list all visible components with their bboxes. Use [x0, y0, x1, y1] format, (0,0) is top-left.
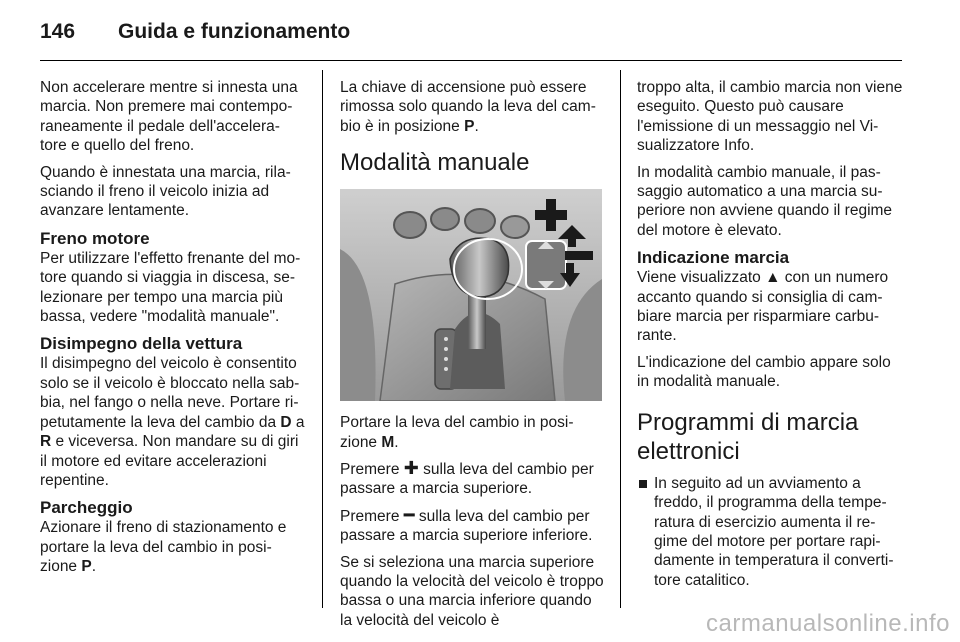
list-item: In seguito ad un avviamento a freddo, il programma della tempe-ratura di esercizio aumenta il re-gime del motore per portare rapi-damente in temperatura il converti-tore catalitico.	[637, 474, 903, 590]
column-2	[340, 78, 604, 637]
section-heading-freno-motore: Freno motore	[40, 228, 150, 248]
plus-icon: ✚	[403, 458, 419, 479]
paragraph: In modalità cambio manuale, il pas-saggio automatico a una marcia su-periore non avviene quando il regime del motore è elevato.	[637, 163, 893, 239]
minus-icon: ━	[403, 504, 415, 525]
watermark: carmanualsonline.info	[706, 610, 950, 637]
paragraph: L'indicazione del cambio appare solo in modalità manuale.	[637, 353, 891, 391]
paragraph: troppo alta, il cambio marcia non viene eseguito. Questo può causare l'emissione di un messaggio nel Vi-sualizzatore Info.	[637, 79, 903, 155]
section-heading-parcheggio: Parcheggio	[40, 498, 133, 518]
column-divider-1	[322, 70, 323, 608]
paragraph: Per utilizzare l'effetto frenante del mo-tore quando si viaggia in discesa, se-lezionare per tempo una marcia più bassa, vedere "modalità manuale".	[40, 249, 301, 326]
section-heading-programmi: Programmi di marcia elettronici	[637, 408, 859, 465]
paragraph: Premere ━ sulla leva del cambio per passare a marcia superiore inferiore.	[340, 504, 593, 545]
paragraph: Non accelerare mentre si innesta una marcia. Non premere mai contempo-raneamente il pedale dell'accelera-tore e quello del freno.	[40, 79, 298, 155]
column-divider-2	[620, 70, 621, 608]
page-number: 146	[40, 20, 76, 43]
paragraph: Azionare il freno di stazionamento e portare la leva del cambio in posi-zione P.	[40, 519, 287, 576]
gear-lever-illustration	[340, 189, 602, 401]
section-heading-disimpegno: Disimpegno della vettura	[40, 334, 243, 354]
paragraph: Se si seleziona una marcia superiore quando la velocità del veicolo è troppo bassa o una marcia inferiore quando la velocità del veicolo è	[340, 553, 604, 629]
paragraph: Quando è innestata una marcia, rila-sciando il freno il veicolo inizia ad avanzare lentamente.	[40, 163, 291, 220]
page-header	[40, 14, 902, 54]
section-heading-modalita-manuale: Modalità manuale	[340, 149, 530, 177]
paragraph: Il disimpegno del veicolo è consentito solo se il veicolo è bloccato nella sab-bia, nel fango o nella neve. Portare ri-petutamente la leva del cambio da D a R e viceversa. Non mandare su di giri il motore ed evitare accelerazioni repentine.	[40, 355, 305, 489]
paragraph: Viene visualizzato ▲ con un numero accanto quando si consiglia di cam-biare marcia per risparmiare carbu-rante.	[637, 269, 889, 345]
column-1	[40, 78, 306, 584]
header-rule	[40, 60, 902, 61]
paragraph: Portare la leva del cambio in posi-zione M.	[340, 414, 574, 451]
column-3	[637, 78, 903, 590]
section-heading-indicazione-marcia: Indicazione marcia	[637, 248, 790, 268]
bullet-square-icon	[639, 480, 647, 488]
paragraph: Premere ✚ sulla leva del cambio per passare a marcia superiore.	[340, 458, 594, 498]
page-title: Guida e funzionamento	[118, 20, 351, 43]
paragraph: La chiave di accensione può essere rimossa solo quando la leva del cam-bio è in posizione P.	[340, 79, 596, 135]
